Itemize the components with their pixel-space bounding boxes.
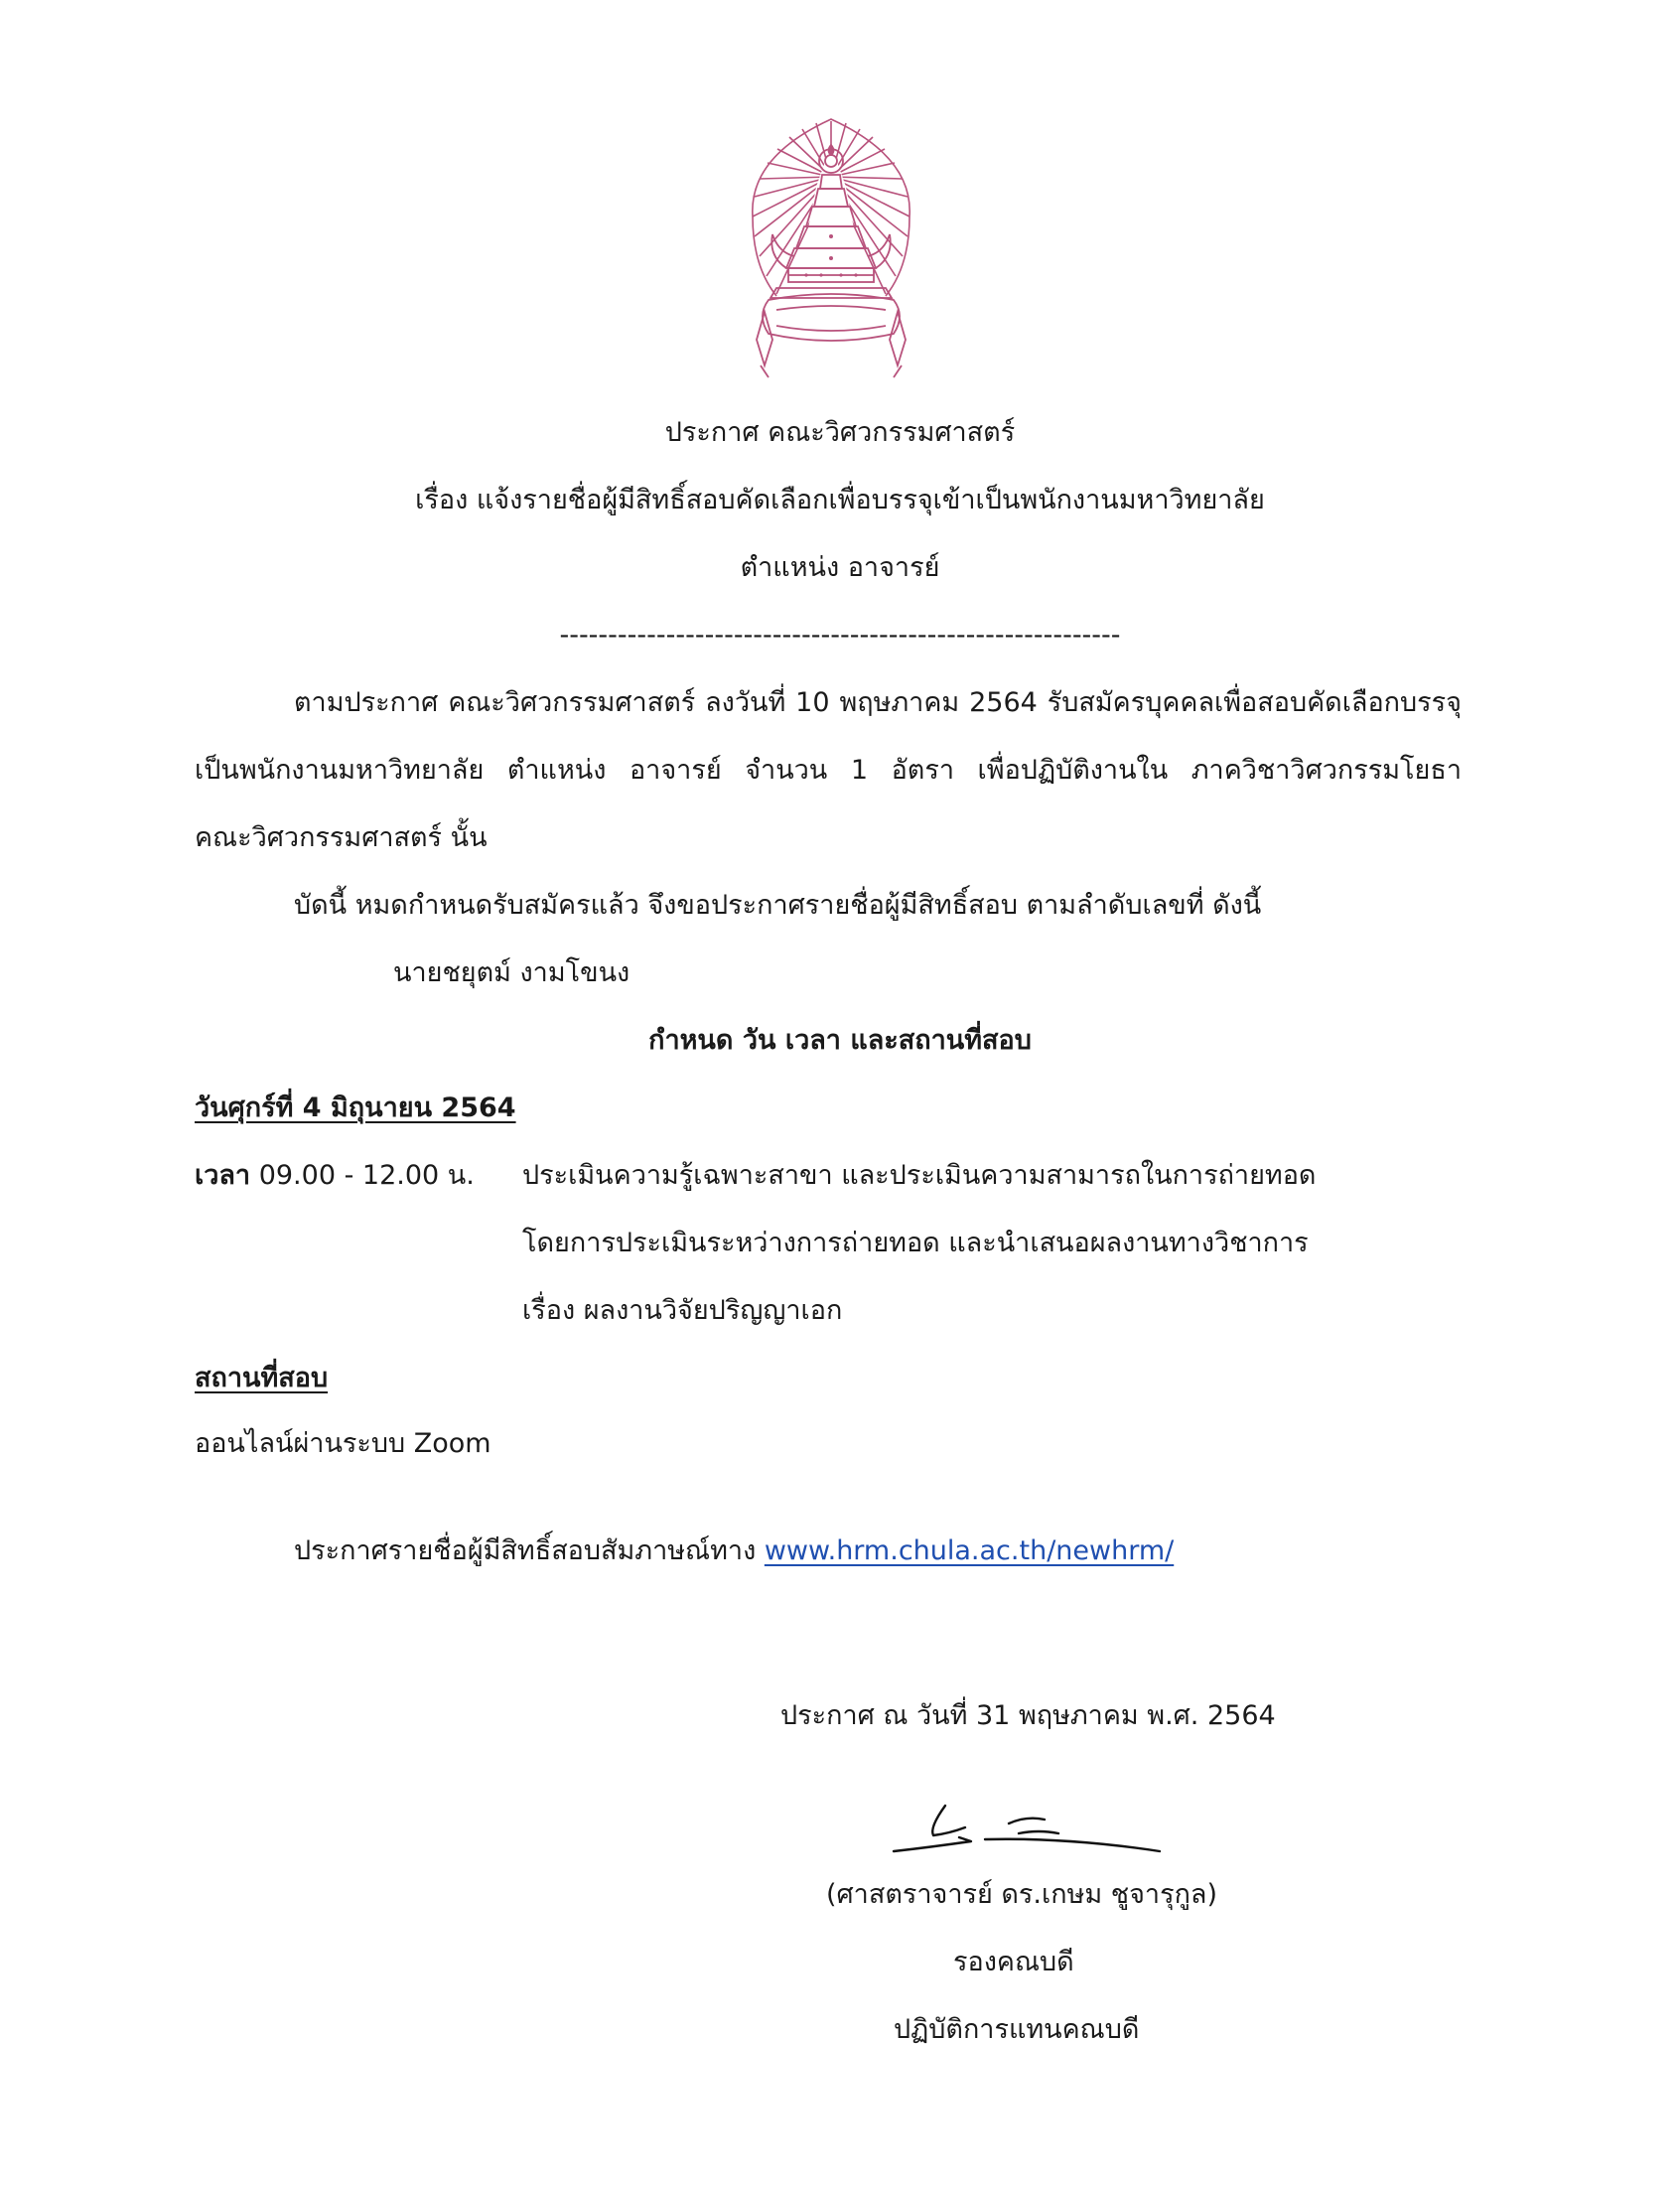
notice-line	[294, 1531, 1174, 1571]
notice-text: ประกาศรายชื่อผู้มีสิทธิ์สอบสัมภาษณ์ทาง	[294, 1535, 757, 1566]
paragraph-1-line-2: เป็นพนักงานมหาวิทยาลัย ตำแหน่ง อาจารย์ จำนวน 1 อัตรา เพื่อปฏิบัติงานใน ภาควิชาวิศวกรรมโยธา	[195, 755, 1462, 786]
signer-role: ปฏิบัติการแทนคณบดี	[894, 2014, 1140, 2045]
exam-detail-line: ประเมินความรู้เฉพาะสาขา และประเมินความสามารถในการถ่ายทอด	[522, 1160, 1317, 1191]
exam-detail-line: โดยการประเมินระหว่างการถ่ายทอด และนำเสนอผลงานทางวิชาการ	[522, 1228, 1309, 1258]
separator-line: ----------------------------------------------------------	[559, 620, 1121, 651]
announcement-date: ประกาศ ณ วันที่ 31 พฤษภาคม พ.ศ. 2564	[780, 1700, 1276, 1731]
paragraph-1-line-1: ตามประกาศ คณะวิศวกรรมศาสตร์ ลงวันที่ 10 พฤษภาคม 2564 รับสมัครบุคคลเพื่อสอบคัดเลือกบรรจุ	[294, 687, 1462, 718]
exam-time-label: เวลา	[195, 1160, 251, 1191]
exam-time-value: 09.00 - 12.00 น.	[258, 1160, 475, 1191]
announcement-title: ประกาศ คณะวิศวกรรมศาสตร์	[664, 417, 1016, 448]
schedule-heading: กำหนด วัน เวลา และสถานที่สอบ	[648, 1025, 1032, 1056]
signer-name: (ศาสตราจารย์ ดร.เกษม ชูจารุกูล)	[826, 1879, 1218, 1910]
signature-mark	[890, 1788, 1168, 1857]
announcement-position: ตำแหน่ง อาจารย์	[740, 552, 940, 583]
hrm-link[interactable]: www.hrm.chula.ac.th/newhrm/	[764, 1535, 1175, 1566]
exam-date: วันศุกร์ที่ 4 มิถุนายน 2564	[195, 1092, 516, 1123]
announcement-subject: เรื่อง แจ้งรายชื่อผู้มีสิทธิ์สอบคัดเลือกเพื่อบรรจุเข้าเป็นพนักงานมหาวิทยาลัย	[415, 485, 1265, 515]
signer-title: รองคณบดี	[953, 1947, 1074, 1977]
paragraph-2: บัดนี้ หมดกำหนดรับสมัครแล้ว จึงขอประกาศรายชื่อผู้มีสิทธิ์สอบ ตามลำดับเลขที่ ดังนี้	[294, 890, 1262, 921]
candidate-name: นายชยุตม์ งามโขนง	[393, 957, 630, 988]
venue-text: ออนไลน์ผ่านระบบ Zoom	[195, 1428, 491, 1459]
venue-heading: สถานที่สอบ	[195, 1363, 329, 1393]
exam-detail-line: เรื่อง ผลงานวิจัยปริญญาเอก	[522, 1295, 843, 1326]
paragraph-1-line-3: คณะวิศวกรรมศาสตร์ นั้น	[195, 822, 488, 853]
university-seal-icon	[747, 117, 915, 381]
exam-time	[195, 1156, 475, 1196]
